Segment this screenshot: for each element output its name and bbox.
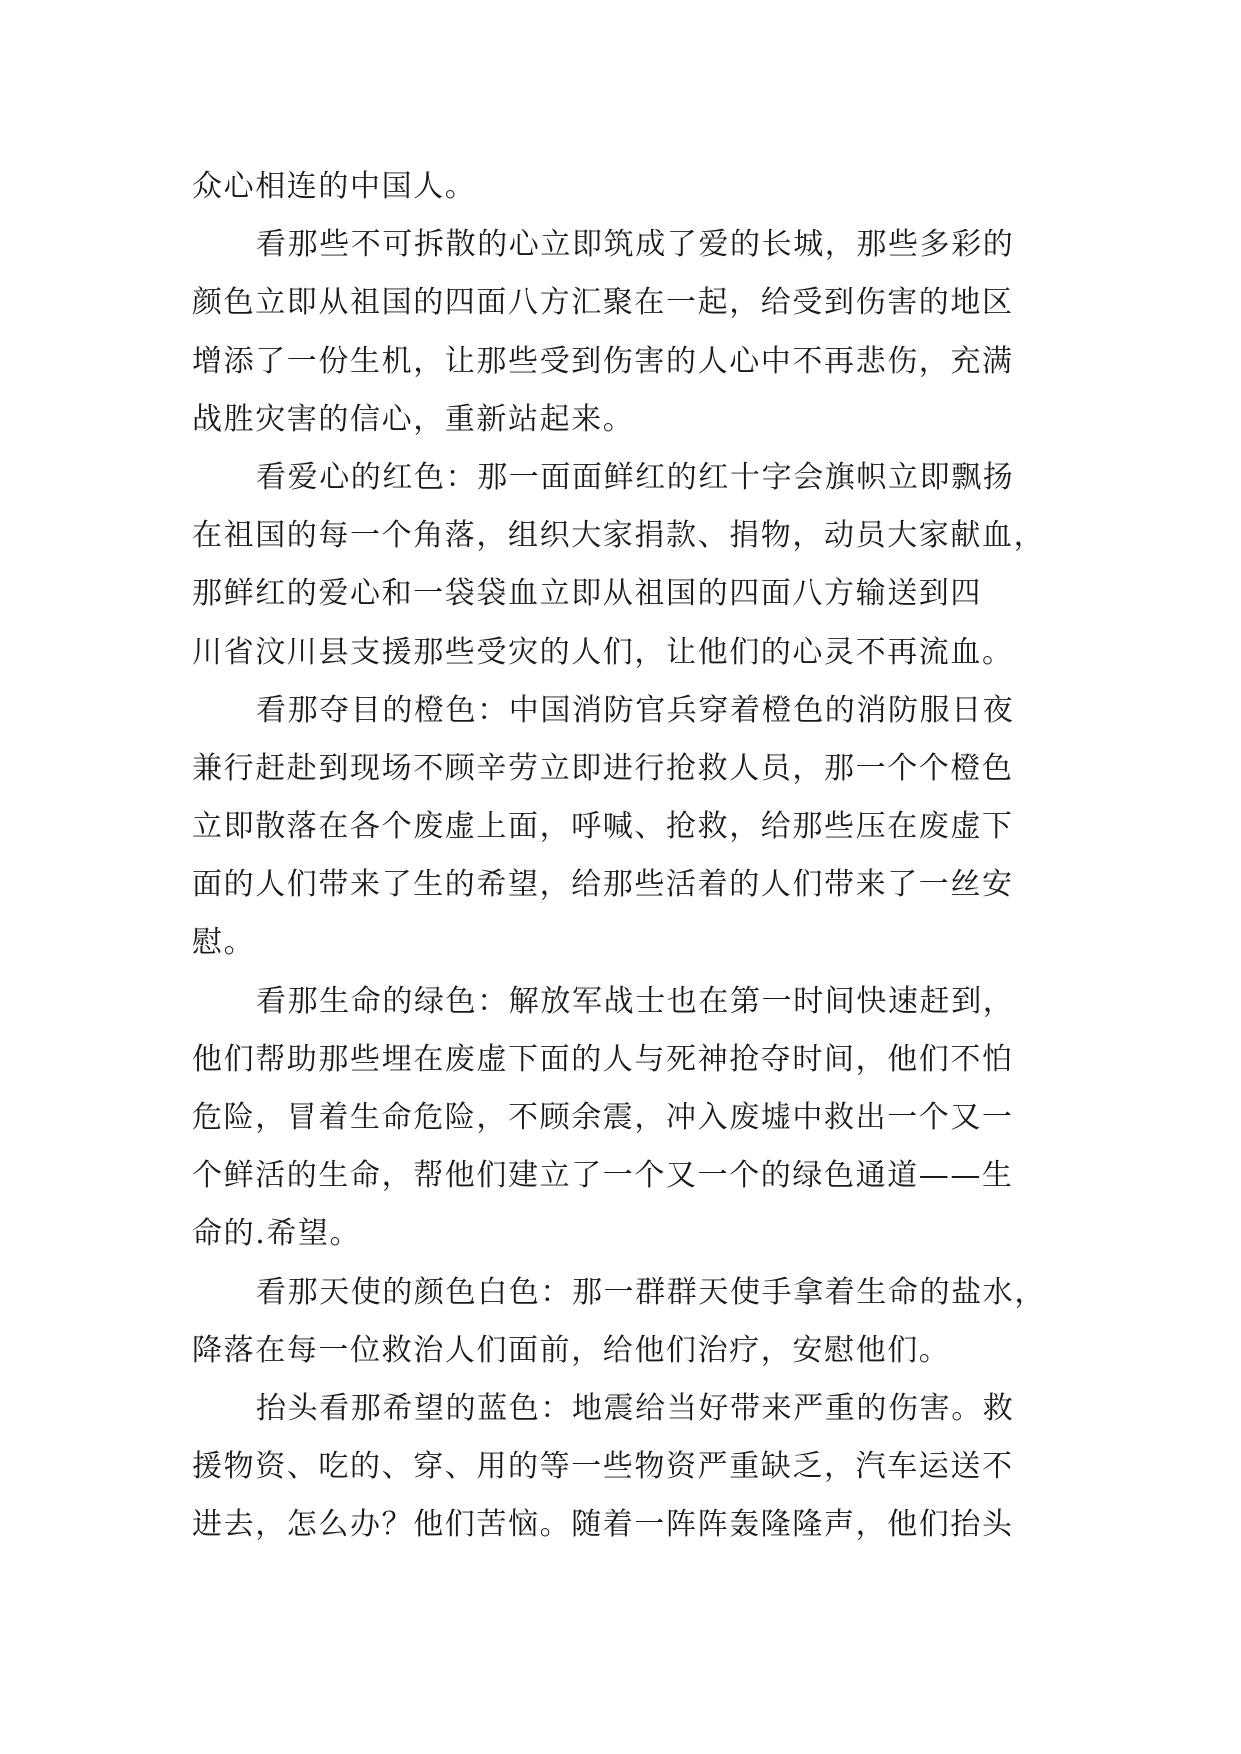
text-line: 危险，冒着生命危险，不顾余震，冲入废墟中救出一个又一 [192,1100,1014,1135]
text-line: 进去，怎么办？他们苦恼。随着一阵阵轰隆隆声，他们抬头 [192,1507,1014,1543]
paragraph-first-line: 看爱心的红色：那一面面鲜红的红十字会旗帜立即飘扬 [256,459,1015,495]
paragraph-first-line: 抬头看那希望的蓝色：地震给当好带来严重的伤害。救 [256,1390,1015,1426]
text-line: 命的.希望。 [192,1216,362,1252]
paragraph-first-line: 看那天使的颜色白色：那一群群天使手拿着生命的盐水， [256,1274,1046,1310]
text-line: 那鲜红的爱心和一袋袋血立即从祖国的四面八方输送到四 [192,576,982,612]
text-line: 面的人们带来了生的希望，给那些活着的人们带来了一丝安 [192,867,1014,903]
text-line: 增添了一份生机，让那些受到伤害的人心中不再悲伤，充满 [192,343,1014,379]
text-line: 立即散落在各个废虚上面，呼喊、抢救，给那些压在废虚下 [192,809,1014,845]
paragraph-first-line: 看那生命的绿色：解放军战士也在第一时间快速赶到， [256,983,1015,1019]
text-line: 个鲜活的生命，帮他们建立了一个又一个的绿色通道——生 [192,1158,1014,1194]
text-line: 颜色立即从祖国的四面八方汇聚在一起，给受到伤害的地区 [192,285,1014,321]
body-text [192,158,1062,1555]
text-line: 众心相连的中国人。 [192,169,477,204]
text-line: 川省汶川县支援那些受灾的人们，让他们的心灵不再流血。 [192,634,1014,670]
text-line: 战胜灾害的信心，重新站起来。 [192,401,635,437]
text-line: 降落在每一位救治人们面前，给他们治疗，安慰他们。 [192,1332,951,1368]
text-line: 援物资、吃的、穿、用的等一些物资严重缺乏，汽车运送不 [192,1449,1014,1485]
text-line: 他们帮助那些埋在废虚下面的人与死神抢夺时间，他们不怕 [192,1041,1014,1077]
text-line: 兼行赶赴到现场不顾辛劳立即进行抢救人员，那一个个橙色 [192,750,1014,786]
text-line: 慰。 [192,925,256,961]
paragraph-first-line: 看那夺目的橙色：中国消防官兵穿着橙色的消防服日夜 [256,692,1015,728]
text-line: 在祖国的每一个角落，组织大家捐款、捐物，动员大家献血， [192,518,1046,554]
paragraph-first-line: 看那些不可拆散的心立即筑成了爱的长城，那些多彩的 [256,227,1015,263]
